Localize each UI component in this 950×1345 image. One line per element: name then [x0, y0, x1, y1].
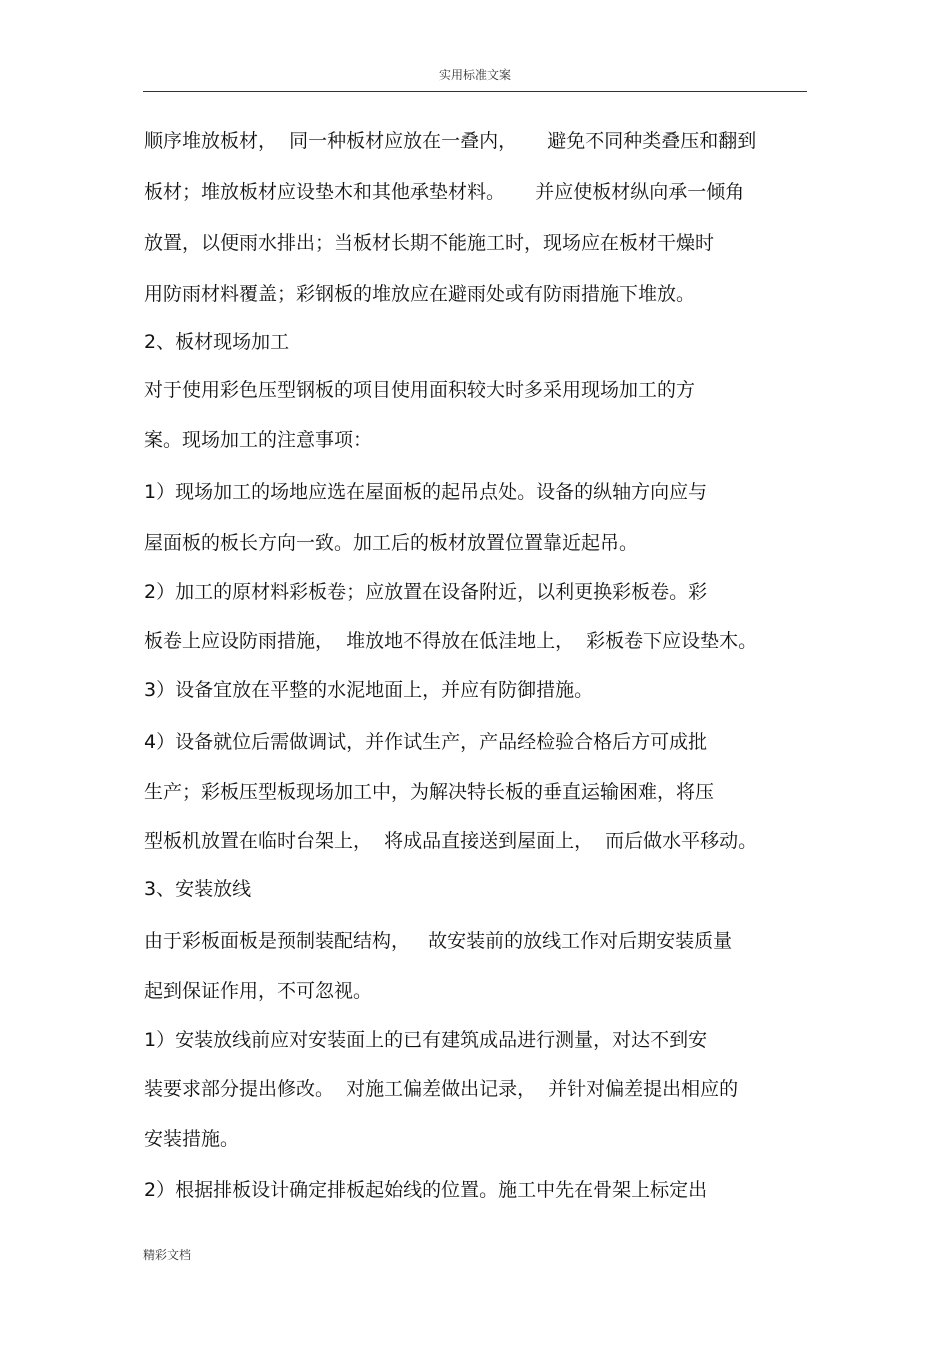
- body-text-line: 1）现场加工的场地应选在屋面板的起吊点处。设备的纵轴方向应与: [144, 481, 708, 503]
- body-text-line: 顺序堆放板材， 同一种板材应放在一叠内， 避免不同种类叠压和翻到: [144, 130, 757, 152]
- body-text-line: 生产；彩板压型板现场加工中，为解决特长板的垂直运输困难，将压: [144, 781, 715, 803]
- section-heading: 3、安装放线: [144, 878, 252, 900]
- header-divider: [143, 91, 807, 92]
- body-text-line: 装要求部分提出修改。 对施工偏差做出记录， 并针对偏差提出相应的: [144, 1078, 739, 1100]
- body-text-line: 1）安装放线前应对安装面上的已有建筑成品进行测量，对达不到安: [144, 1029, 708, 1051]
- body-text-line: 用防雨材料覆盖；彩钢板的堆放应在避雨处或有防雨措施下堆放。: [144, 283, 696, 305]
- body-text-line: 2）加工的原材料彩板卷；应放置在设备附近，以利更换彩板卷。彩: [144, 581, 708, 603]
- body-text-line: 板材；堆放板材应设垫木和其他承垫材料。 并应使板材纵向承一倾角: [144, 181, 745, 203]
- body-text-line: 案。现场加工的注意事项：: [144, 429, 373, 451]
- body-text-line: 4）设备就位后需做调试，并作试生产，产品经检验合格后方可成批: [144, 731, 708, 753]
- page-footer-label: 精彩文档: [143, 1248, 192, 1262]
- body-text-line: 起到保证作用，不可忽视。: [144, 980, 373, 1002]
- body-text-line: 型板机放置在临时台架上， 将成品直接送到屋面上， 而后做水平移动。: [144, 830, 758, 852]
- body-text-line: 屋面板的板长方向一致。加工后的板材放置位置靠近起吊。: [144, 532, 639, 554]
- body-text-line: 2）根据排板设计确定排板起始线的位置。施工中先在骨架上标定出: [144, 1179, 708, 1201]
- body-text-line: 放置，以便雨水排出；当板材长期不能施工时，现场应在板材干燥时: [144, 232, 715, 254]
- body-text-line: 板卷上应设防雨措施， 堆放地不得放在低洼地上， 彩板卷下应设垫木。: [144, 630, 758, 652]
- section-heading: 2、板材现场加工: [144, 331, 290, 353]
- body-text-line: 安装措施。: [144, 1128, 240, 1150]
- body-text-line: 3）设备宜放在平整的水泥地面上，并应有防御措施。: [144, 679, 594, 701]
- body-text-line: 由于彩板面板是预制装配结构， 故安装前的放线工作对后期安装质量: [144, 930, 733, 952]
- body-text-line: 对于使用彩色压型钢板的项目使用面积较大时多采用现场加工的方: [144, 379, 696, 401]
- page-header-title: 实用标准文案: [438, 68, 511, 82]
